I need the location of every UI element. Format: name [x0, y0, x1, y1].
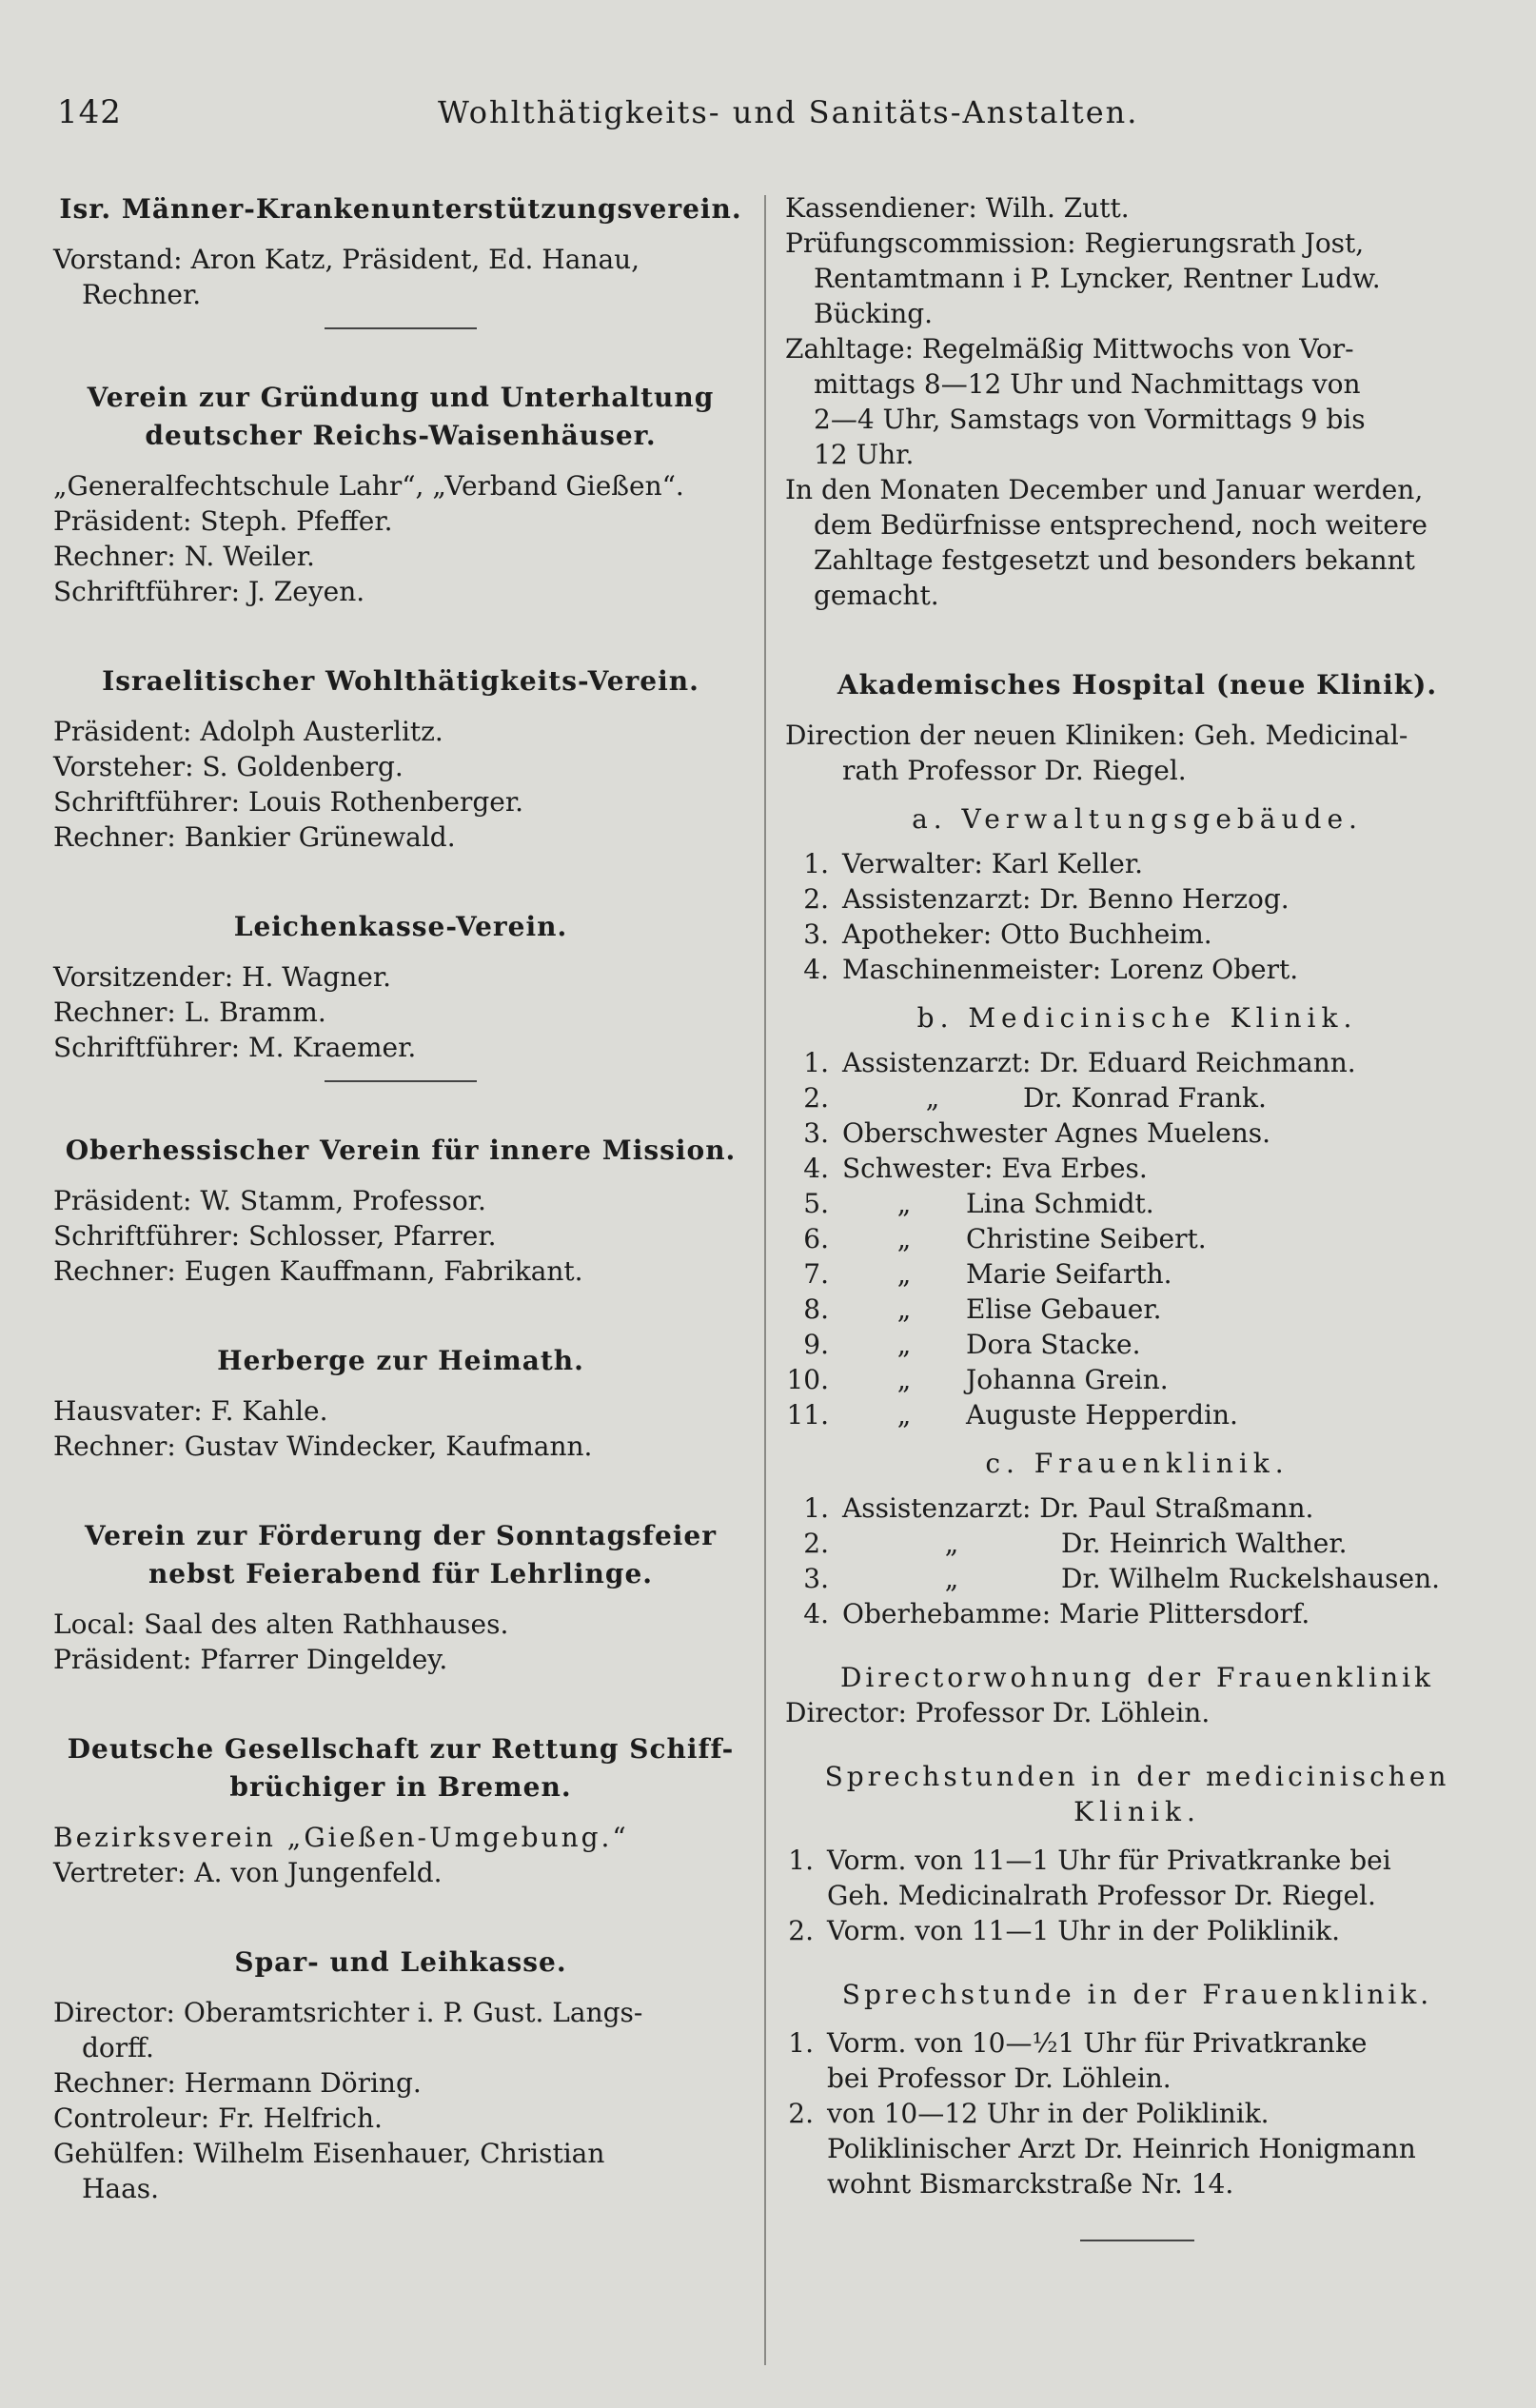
ditto-mark: „	[944, 1563, 959, 1594]
text-line: Zahltage: Regelmäßig Mittwochs von Vor-	[785, 333, 1354, 365]
section-title: Akademisches Hospital (neue Klinik).	[837, 669, 1438, 701]
list-item	[785, 1045, 1489, 1080]
subsection-heading: b. Medicinische Klinik.	[916, 1002, 1358, 1034]
item-number: 3.	[803, 1563, 829, 1594]
separator-rule	[325, 327, 477, 329]
item-text: Apotheker: Otto Buchheim.	[842, 918, 1212, 950]
item-number: 2.	[788, 1915, 814, 1946]
item-text: Dr. Wilhelm Ruckelshausen.	[1061, 1563, 1441, 1594]
spacer	[53, 855, 748, 908]
spacer	[53, 1890, 748, 1944]
item-text: Oberhebamme: Marie Plittersdorf.	[842, 1598, 1310, 1629]
spacer	[53, 1464, 748, 1517]
item-text: Assistenzarzt: Dr. Paul Straßmann.	[842, 1492, 1314, 1524]
item-number: 2.	[803, 1528, 829, 1559]
item-text: Oberschwester Agnes Muelens.	[842, 1117, 1271, 1149]
item-text: Elise Gebauer.	[966, 1293, 1162, 1325]
item-number: 2.	[803, 883, 829, 915]
item-number: 4.	[803, 1598, 829, 1629]
text-line: Director: Professor Dr. Löhlein.	[785, 1697, 1211, 1728]
list-item	[785, 1913, 1489, 1948]
ditto-mark: „	[925, 1082, 940, 1114]
separator-rule	[325, 1080, 477, 1082]
text-line: Schriftführer: M. Kraemer.	[53, 1032, 417, 1063]
spacer	[785, 1948, 1489, 1977]
item-text: Dr. Konrad Frank.	[1023, 1082, 1267, 1114]
item-number: 3.	[803, 1117, 829, 1149]
section-israelitischer-verein	[53, 662, 748, 855]
subsection-heading: Sprechstunden in der medicinischen	[824, 1761, 1450, 1792]
item-number: 2.	[803, 1082, 829, 1114]
page-number: 142	[57, 93, 122, 131]
text-line: Rechner: L. Bramm.	[53, 997, 326, 1028]
text-line: Gehülfen: Wilhelm Eisenhauer, Christian	[53, 2138, 605, 2169]
text-line: Local: Saal des alten Rathhauses.	[53, 1609, 509, 1640]
text-line: Geh. Medicinalrath Professor Dr. Riegel.	[827, 1880, 1376, 1911]
item-text: Assistenzarzt: Dr. Eduard Reichmann.	[842, 1047, 1356, 1078]
item-number: 11.	[786, 1399, 829, 1431]
right-column	[785, 190, 1489, 2241]
subsection-heading: Sprechstunde in der Frauenklinik.	[841, 1979, 1433, 2010]
ditto-mark: „	[896, 1364, 912, 1395]
text-line: rath Professor Dr. Riegel.	[842, 755, 1187, 786]
text-line: Zahltage festgesetzt und besonders bekannt	[814, 544, 1415, 576]
section-title: Deutsche Gesellschaft zur Rettung Schiff-	[67, 1733, 735, 1765]
item-text: Vorm. von 11—1 Uhr in der Poliklinik.	[827, 1915, 1340, 1946]
subsection-heading: a. Verwaltungsgebäude.	[912, 803, 1363, 835]
column-divider	[764, 195, 766, 2365]
ditto-mark: „	[896, 1258, 912, 1290]
list-item	[785, 846, 1489, 881]
section-waisenhaeuser	[53, 379, 748, 609]
text-line: Vorsteher: S. Goldenberg.	[53, 751, 404, 782]
item-number: 5.	[803, 1188, 829, 1219]
text-line: Bezirksverein „Gießen-Umgebung.“	[53, 1822, 629, 1853]
item-text: Auguste Hepperdin.	[966, 1399, 1238, 1431]
list-item	[785, 1843, 1489, 1878]
item-text: Maschinenmeister: Lorenz Obert.	[842, 954, 1299, 985]
text-line: Director: Oberamtsrichter i. P. Gust. Langs-	[53, 1997, 643, 2028]
item-number: 8.	[803, 1293, 829, 1325]
subsection-heading: Klinik.	[1073, 1796, 1201, 1827]
text-line: Haas.	[82, 2173, 160, 2204]
list-item	[785, 1292, 1489, 1327]
section-title: Isr. Männer-Krankenunterstützungsverein.	[59, 193, 742, 225]
text-line: Schriftführer: Louis Rothenberger.	[53, 786, 524, 818]
item-text: Verwalter: Karl Keller.	[842, 848, 1144, 879]
item-number: 9.	[803, 1329, 829, 1360]
list-item	[785, 1327, 1489, 1362]
spacer	[53, 1677, 748, 1730]
list-item	[785, 952, 1489, 987]
item-text: Schwester: Eva Erbes.	[842, 1153, 1148, 1184]
section-spar-leihkasse	[53, 1944, 748, 2206]
text-line: In den Monaten December und Januar werden,	[785, 474, 1424, 505]
list-item	[785, 881, 1489, 917]
subsection-heading: Directorwohnung der Frauenklinik	[839, 1662, 1435, 1693]
text-line: bei Professor Dr. Löhlein.	[827, 2063, 1172, 2094]
text-line: Kassendiener: Wilh. Zutt.	[785, 192, 1130, 224]
running-title: Wohlthätigkeits- und Sanitäts-Anstalten.	[438, 94, 1139, 130]
item-number: 1.	[803, 1047, 829, 1078]
section-innere-mission	[53, 1132, 748, 1289]
text-line: Schriftführer: Schlosser, Pfarrer.	[53, 1220, 497, 1252]
list-item	[785, 1397, 1489, 1432]
item-number: 4.	[803, 1153, 829, 1184]
section-title: Spar- und Leihkasse.	[234, 1946, 567, 1978]
section-title: Herberge zur Heimath.	[217, 1345, 584, 1376]
ditto-mark: „	[896, 1293, 912, 1325]
list-item	[785, 1115, 1489, 1151]
item-number: 1.	[788, 1845, 814, 1876]
left-column	[53, 190, 748, 2206]
item-number: 2.	[788, 2098, 814, 2129]
text-line: Vorstand: Aron Katz, Präsident, Ed. Hanau,	[53, 244, 640, 275]
section-herberge	[53, 1342, 748, 1464]
item-text: Christine Seibert.	[966, 1223, 1207, 1254]
spacer	[785, 1631, 1489, 1660]
text-line: dorff.	[82, 2032, 154, 2063]
section-title: brüchiger in Bremen.	[229, 1771, 572, 1803]
item-text: von 10—12 Uhr in der Poliklinik.	[827, 2098, 1270, 2129]
page-header	[57, 95, 1485, 143]
section-rettung-schiffbruechiger	[53, 1730, 748, 1890]
spacer	[785, 1829, 1489, 1843]
item-number: 3.	[803, 918, 829, 950]
text-line: Rechner.	[82, 279, 202, 310]
list-item	[785, 1561, 1489, 1596]
list-item	[785, 1596, 1489, 1631]
text-line: Schriftführer: J. Zeyen.	[53, 576, 365, 607]
list-item	[785, 1080, 1489, 1115]
text-line: Hausvater: F. Kahle.	[53, 1395, 328, 1427]
text-line: Poliklinischer Arzt Dr. Heinrich Honigmann	[827, 2133, 1416, 2164]
item-number: 7.	[803, 1258, 829, 1290]
section-akademisches-hospital	[785, 666, 1489, 2241]
item-text: Johanna Grein.	[966, 1364, 1169, 1395]
separator-rule	[1080, 2240, 1194, 2241]
text-line: Präsident: Steph. Pfeffer.	[53, 505, 393, 537]
ditto-mark: „	[944, 1528, 959, 1559]
ditto-mark: „	[896, 1188, 912, 1219]
text-line: mittags 8—12 Uhr und Nachmittags von	[814, 368, 1361, 400]
text-line: Direction der neuen Kliniken: Geh. Medicinal-	[785, 720, 1408, 751]
item-number: 4.	[803, 954, 829, 985]
text-line: gemacht.	[814, 580, 939, 611]
text-line: dem Bedürfnisse entsprechend, noch weitere	[814, 509, 1428, 541]
text-line: Rechner: Hermann Döring.	[53, 2067, 422, 2099]
list-item	[785, 1362, 1489, 1397]
text-line: Vorsitzender: H. Wagner.	[53, 961, 392, 993]
section-spar-leihkasse-continued	[785, 190, 1489, 613]
list-item	[785, 2096, 1489, 2131]
item-text: Marie Seifarth.	[966, 1258, 1172, 1290]
item-text: Dora Stacke.	[966, 1329, 1141, 1360]
text-line: Rechner: Eugen Kauffmann, Fabrikant.	[53, 1255, 583, 1287]
item-number: 10.	[786, 1364, 829, 1395]
list-item	[785, 1221, 1489, 1256]
text-line: Rechner: Bankier Grünewald.	[53, 821, 456, 853]
section-title: Leichenkasse-Verein.	[233, 911, 568, 942]
item-text: Vorm. von 11—1 Uhr für Privatkranke bei	[827, 1845, 1391, 1876]
item-number: 1.	[788, 2027, 814, 2059]
text-line: 12 Uhr.	[814, 439, 915, 470]
text-line: Präsident: Pfarrer Dingeldey.	[53, 1644, 448, 1675]
text-line: wohnt Bismarckstraße Nr. 14.	[827, 2168, 1234, 2200]
list-item	[785, 1526, 1489, 1561]
section-title: nebst Feierabend für Lehrlinge.	[148, 1558, 654, 1589]
text-line: Bücking.	[814, 298, 934, 329]
spacer	[785, 2012, 1489, 2025]
item-text: Assistenzarzt: Dr. Benno Herzog.	[842, 883, 1290, 915]
text-line: Vertreter: A. von Jungenfeld.	[53, 1857, 443, 1888]
text-line: „Generalfechtschule Lahr“, „Verband Gießen“.	[53, 470, 684, 502]
section-maenner-krankenverein	[53, 190, 748, 312]
text-line: Präsident: Adolph Austerlitz.	[53, 716, 443, 747]
ditto-mark: „	[896, 1399, 912, 1431]
section-sonntagsfeier	[53, 1517, 748, 1677]
item-text: Dr. Heinrich Walther.	[1061, 1528, 1348, 1559]
section-leichenkasse	[53, 908, 748, 1065]
text-line: Rechner: N. Weiler.	[53, 541, 315, 572]
text-line: Rechner: Gustav Windecker, Kaufmann.	[53, 1431, 593, 1462]
item-text: Lina Schmidt.	[966, 1188, 1154, 1219]
section-title: deutscher Reichs-Waisenhäuser.	[145, 420, 657, 451]
spacer	[53, 609, 748, 662]
item-number: 1.	[803, 1492, 829, 1524]
ditto-mark: „	[896, 1223, 912, 1254]
text-line: Rentamtmann i P. Lyncker, Rentner Ludw.	[814, 263, 1381, 294]
ditto-mark: „	[896, 1329, 912, 1360]
list-item	[785, 1186, 1489, 1221]
text-line: Präsident: W. Stamm, Professor.	[53, 1185, 486, 1216]
spacer	[785, 613, 1489, 666]
section-title: Oberhessischer Verein für innere Mission.	[65, 1135, 737, 1166]
section-title: Verein zur Gründung und Unterhaltung	[87, 382, 715, 413]
item-number: 1.	[803, 848, 829, 879]
list-item	[785, 1256, 1489, 1292]
item-number: 6.	[803, 1223, 829, 1254]
text-line: 2—4 Uhr, Samstags von Vormittags 9 bis	[814, 404, 1366, 435]
text-line: Controleur: Fr. Helfrich.	[53, 2102, 383, 2134]
section-title: Verein zur Förderung der Sonntagsfeier	[85, 1520, 717, 1551]
list-item	[785, 2025, 1489, 2061]
section-title: Israelitischer Wohlthätigkeits-Verein.	[102, 665, 699, 697]
list-item	[785, 917, 1489, 952]
text-line: Prüfungscommission: Regierungsrath Jost,	[785, 227, 1365, 259]
spacer	[785, 1730, 1489, 1759]
spacer	[53, 1289, 748, 1342]
subsection-heading: c. Frauenklinik.	[985, 1448, 1290, 1479]
list-item	[785, 1151, 1489, 1186]
list-item	[785, 1490, 1489, 1526]
item-text: Vorm. von 10—½1 Uhr für Privatkranke	[827, 2027, 1368, 2059]
